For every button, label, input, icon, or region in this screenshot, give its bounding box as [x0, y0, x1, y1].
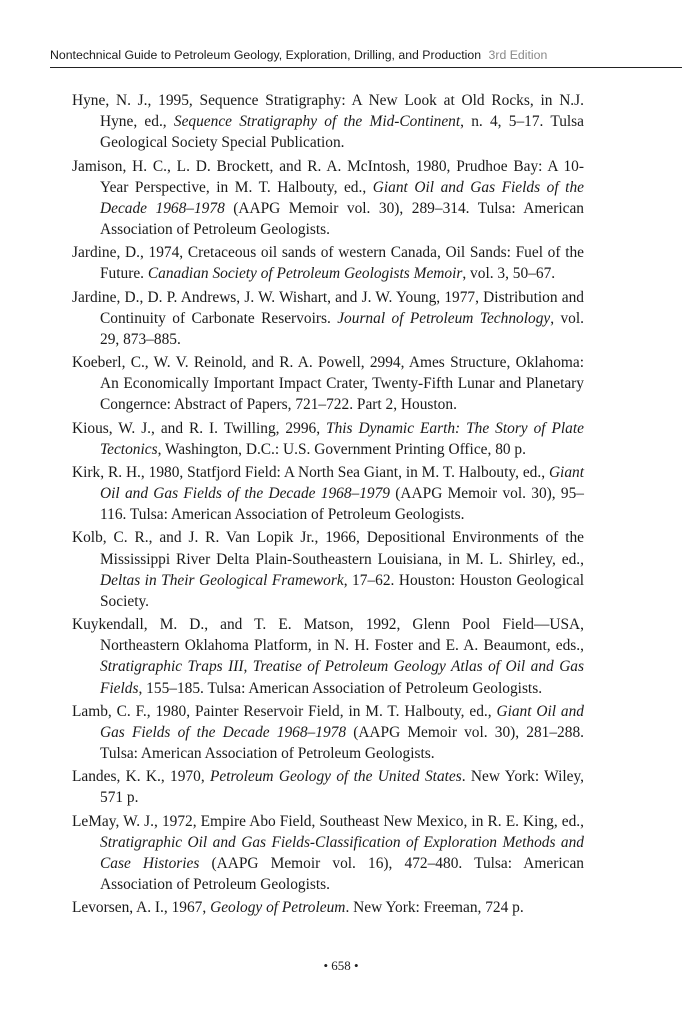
reference-after: (AAPG Memoir vol. 30), 289–314. Tulsa: American Association of Petroleum Geologists.: [100, 199, 584, 239]
book-title: Nontechnical Guide to Petroleum Geology, Exploration, Drilling, and Production: [50, 48, 482, 62]
reference-after: (AAPG Memoir vol. 30), 95–116. Tulsa: American Association of Petroleum Geologists.: [100, 485, 584, 524]
reference-entry: [72, 811, 584, 896]
reference-title: Canadian Society of Petroleum Geologists Memoir: [147, 265, 463, 283]
reference-after: , 17–62. Houston: Houston Geological Society.: [100, 571, 584, 610]
reference-before: Jardine, D., 1974, Cretaceous oil sands of western Canada, Oil Sands: Fuel of the Future.: [72, 244, 584, 283]
reference-after: , 155–185. Tulsa: American Association of Petroleum Geologists.: [138, 679, 543, 697]
reference-title: Sequence Stratigraphy of the Mid-Continent: [173, 113, 461, 131]
reference-list: [72, 90, 584, 920]
reference-title: Deltas in Their Geological Framework: [100, 571, 344, 589]
reference-after: (AAPG Memoir vol. 16), 472–480. Tulsa: American Association of Petroleum Geologists.: [100, 854, 584, 894]
reference-before: Kolb, C. R., and J. R. Van Lopik Jr., 1966, Depositional Environments of the Mississippi River Delta Plain-Southeastern Louisiana, in M. L. Shirley, ed.,: [72, 529, 584, 568]
reference-after: . New York: Freeman, 724 p.: [345, 899, 524, 917]
reference-entry: [72, 352, 584, 416]
reference-entry: [72, 701, 584, 765]
reference-before: Kious, W. J., and R. I. Twilling, 2996,: [72, 419, 327, 437]
reference-entry: [72, 766, 584, 808]
reference-after: , Washington, D.C.: U.S. Government Printing Office, 80 p.: [157, 440, 526, 458]
reference-entry: [72, 90, 584, 154]
reference-before: Levorsen, A. I., 1967,: [72, 899, 211, 917]
reference-after: , vol. 3, 50–67.: [462, 265, 556, 283]
reference-after: . New York: Wiley, 571 p.: [100, 768, 584, 807]
reference-before: Kuykendall, M. D., and T. E. Matson, 1992, Glenn Pool Field—USA, Northeastern Oklahoma Platform, in N. H. Foster and E. A. Beaumont, eds.,: [72, 616, 584, 655]
reference-entry: [72, 462, 584, 526]
reference-title: Giant Oil and Gas Fields of the Decade 1968–1978: [100, 702, 584, 741]
reference-before: Jardine, D., D. P. Andrews, J. W. Wishart, and J. W. Young, 1977, Distribution and Continuity of Carbonate Reservoirs.: [72, 288, 584, 327]
reference-entry: [72, 287, 584, 351]
reference-entry: [72, 897, 584, 918]
reference-before: Landes, K. K., 1970,: [72, 768, 210, 786]
reference-title: Giant Oil and Gas Fields of the Decade 1968–1978: [100, 178, 584, 217]
page-number: • 658 •: [323, 958, 359, 973]
edition-label: 3rd Edition: [488, 48, 548, 62]
reference-title: Stratigraphic Traps III, Treatise of Petroleum Geology Atlas of Oil and Gas Fields: [100, 658, 584, 697]
reference-title: Petroleum Geology of the United States: [210, 768, 462, 786]
running-header: [50, 47, 682, 68]
reference-entry: [72, 418, 584, 460]
reference-title: Geology of Petroleum: [210, 899, 346, 917]
reference-after: (AAPG Memoir vol. 30), 281–288. Tulsa: American Association of Petroleum Geologists.: [100, 723, 584, 763]
reference-before: Lamb, C. F., 1980, Painter Reservoir Field, in M. T. Halbouty, ed.,: [72, 702, 497, 720]
reference-after: , n. 4, 5–17. Tulsa Geological Society Special Publication.: [100, 113, 584, 152]
reference-entry: [72, 242, 584, 284]
reference-before: LeMay, W. J., 1972, Empire Abo Field, Southeast New Mexico, in R. E. King, ed.,: [72, 812, 584, 830]
reference-title: Giant Oil and Gas Fields of the Decade 1968–1979: [100, 463, 584, 502]
reference-before: Kirk, R. H., 1980, Statfjord Field: A North Sea Giant, in M. T. Halbouty, ed.,: [72, 463, 549, 481]
reference-title: Stratigraphic Oil and Gas Fields-Classification of Exploration Methods and Case Histories: [100, 833, 584, 872]
reference-entry: [72, 527, 584, 612]
reference-title: Journal of Petroleum Technology: [337, 309, 551, 327]
reference-before: Jamison, H. C., L. D. Brockett, and R. A. McIntosh, 1980, Prudhoe Bay: A 10-Year Perspective, in M. T. Halbouty, ed.,: [72, 157, 584, 196]
reference-before: Koeberl, C., W. V. Reinold, and R. A. Powell, 2994, Ames Structure, Oklahoma: An Economically Important Impact Crater, Twenty-Fifth Lunar and Planetary Congernce: Abstract of Papers, 721–722. Part 2, Houston.: [72, 354, 584, 414]
reference-entry: [72, 156, 584, 241]
reference-title: This Dynamic Earth: The Story of Plate Tectonics: [100, 419, 584, 458]
reference-before: Hyne, N. J., 1995, Sequence Stratigraphy: A New Look at Old Rocks, in N.J. Hyne, ed.,: [72, 92, 584, 131]
reference-after: , vol. 29, 873–885.: [100, 309, 584, 348]
reference-entry: [72, 614, 584, 699]
